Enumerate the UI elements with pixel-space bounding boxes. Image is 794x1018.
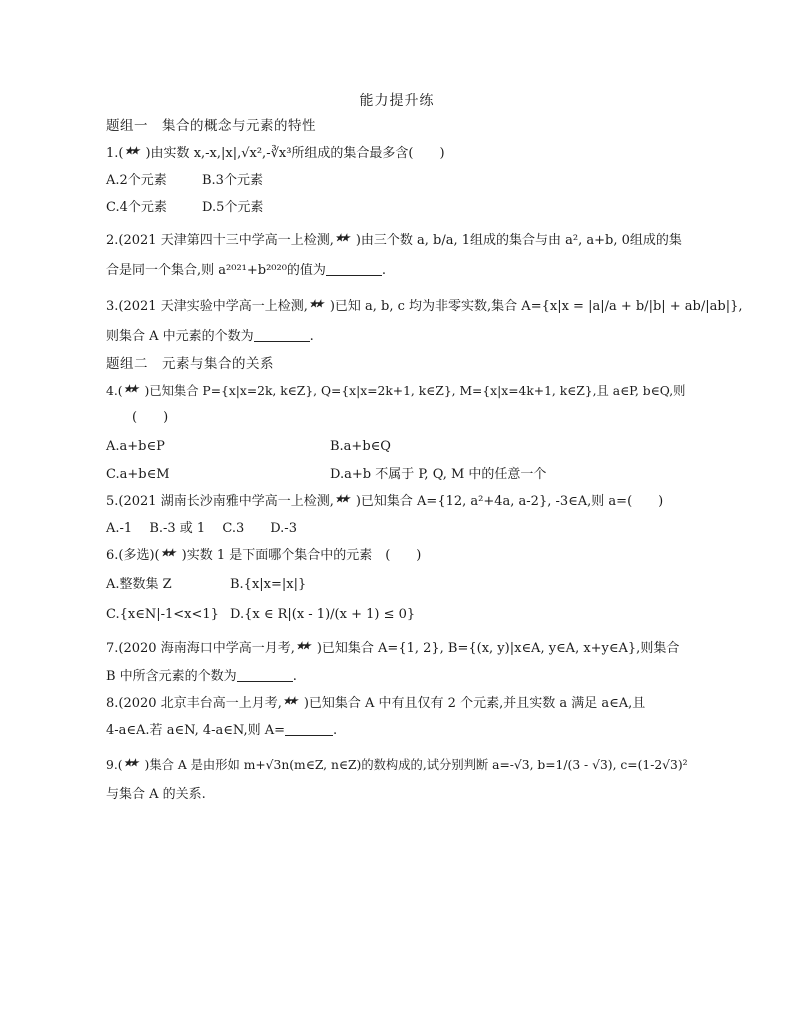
question-1-options-row-1: [106, 172, 263, 190]
question-number: 3.(2021 天津实验中学高一上检测,: [106, 299, 308, 314]
question-number: 9.(: [106, 758, 123, 772]
question-number: 2.(2021 天津第四十三中学高一上检测,: [106, 233, 334, 248]
question-stem: )已知集合 A={12, a²+4a, a-2}, -3∈A,则 a=( ): [355, 494, 664, 509]
question-stem: )集合 A 是由形如 m+√3n(m∈Z, n∈Z)的数构成的,试分别判断 a=-√3, b=1/(3 - √3), c=(1-2√3)²: [144, 758, 688, 772]
question-7-line-2: [106, 668, 297, 686]
star-difficulty-icon: ★★: [334, 494, 347, 505]
option-b: B.3个元素: [202, 173, 263, 188]
option-a: A.2个元素: [106, 173, 167, 188]
question-5: [106, 493, 663, 511]
answer-blank[interactable]: [254, 329, 310, 342]
question-text: .: [333, 723, 338, 738]
star-difficulty-icon: ★★: [123, 758, 136, 769]
question-text: B 中所含元素的个数为: [106, 669, 237, 684]
question-text: 则集合 A 中元素的个数为: [106, 329, 254, 344]
question-text: 4-a∈A.若 a∈N, 4-a∈N,则 A=: [106, 723, 285, 738]
question-2: [106, 232, 682, 250]
group-heading-2: 题组二 元素与集合的关系: [106, 356, 274, 372]
question-number: 6.(多选)(: [106, 548, 160, 563]
question-stem: )已知集合 A 中有且仅有 2 个元素,并且实数 a 满足 a∈A,且: [303, 696, 646, 711]
question-9: [106, 756, 688, 774]
star-difficulty-icon: ★★: [308, 299, 321, 310]
question-stem: )由三个数 a, b/a, 1组成的集合与由 a², a+b, 0组成的集: [355, 233, 682, 248]
question-4-options-row-2: [106, 466, 546, 484]
question-stem: )实数 1 是下面哪个集合中的元素 ( ): [181, 548, 422, 563]
question-3: [106, 298, 743, 316]
star-difficulty-icon: ★★: [123, 384, 136, 395]
question-stem: )已知 a, b, c 均为非零实数,集合 A={x|x = |a|/a + b/|b| + ab/|ab|},: [329, 299, 743, 314]
question-number: 4.(: [106, 384, 123, 398]
question-7: [106, 640, 679, 658]
option-c: C.4个元素: [106, 200, 167, 215]
question-stem: )由实数 x,-x,|x|,√x²,-∛x³所组成的集合最多含( ): [145, 146, 445, 161]
question-4-options-row-1: [106, 438, 391, 456]
question-text: .: [292, 669, 297, 684]
answer-blank[interactable]: [237, 669, 293, 682]
group-heading-1: 题组一 集合的概念与元素的特性: [106, 118, 316, 134]
option-b: B.{x|x=|x|}: [230, 577, 307, 592]
question-8-line-2: [106, 722, 337, 740]
question-5-options: A.-1 B.-3 或 1 C.3 D.-3: [106, 521, 297, 536]
question-4-answer-paren: ( ): [132, 410, 169, 425]
page-title: 能力提升练: [359, 93, 435, 109]
option-c: C.{x∈N|-1<x<1}: [106, 607, 219, 622]
star-difficulty-icon: ★★: [295, 641, 308, 652]
option-b: B.a+b∈Q: [330, 439, 391, 454]
question-6-options-row-1: [106, 576, 306, 594]
option-a: A.a+b∈P: [106, 439, 165, 454]
question-number: 8.(2020 北京丰台高一上月考,: [106, 696, 282, 711]
star-difficulty-icon: ★★: [160, 548, 173, 559]
question-1: [106, 145, 445, 163]
option-a: A.整数集 Z: [106, 577, 172, 592]
question-8: [106, 695, 645, 713]
question-number: 5.(2021 湖南长沙南雅中学高一上检测,: [106, 494, 334, 509]
question-text: .: [381, 263, 387, 278]
star-difficulty-icon: ★★: [334, 233, 347, 244]
question-text: 合是同一个集合,则 a²⁰²¹+b²⁰²⁰的值为: [106, 263, 326, 278]
question-6-options-row-2: [106, 606, 415, 624]
question-2-line-2: [106, 262, 386, 280]
question-3-line-2: [106, 328, 314, 346]
question-9-line-2: 与集合 A 的关系.: [106, 787, 206, 802]
star-difficulty-icon: ★★: [282, 696, 295, 707]
option-d: D.a+b 不属于 P, Q, M 中的任意一个: [330, 467, 547, 482]
option-c: C.a+b∈M: [106, 467, 170, 482]
answer-blank[interactable]: [326, 263, 382, 276]
answer-blank[interactable]: [285, 723, 333, 736]
star-difficulty-icon: ★★: [124, 146, 137, 157]
question-stem: )已知集合 P={x|x=2k, k∈Z}, Q={x|x=2k+1, k∈Z}, M={x|x=4k+1, k∈Z},且 a∈P, b∈Q,则: [144, 384, 686, 398]
question-4: [106, 382, 685, 400]
option-d: D.{x ∈ R|(x - 1)/(x + 1) ≤ 0}: [230, 607, 416, 622]
question-text: .: [309, 329, 314, 344]
question-number: 1.(: [106, 146, 124, 161]
option-d: D.5个元素: [202, 200, 264, 215]
question-number: 7.(2020 海南海口中学高一月考,: [106, 641, 295, 656]
question-1-options-row-2: [106, 199, 263, 217]
question-stem: )已知集合 A={1, 2}, B={(x, y)|x∈A, y∈A, x+y∈A},则集合: [316, 641, 680, 656]
question-6: [106, 547, 421, 565]
